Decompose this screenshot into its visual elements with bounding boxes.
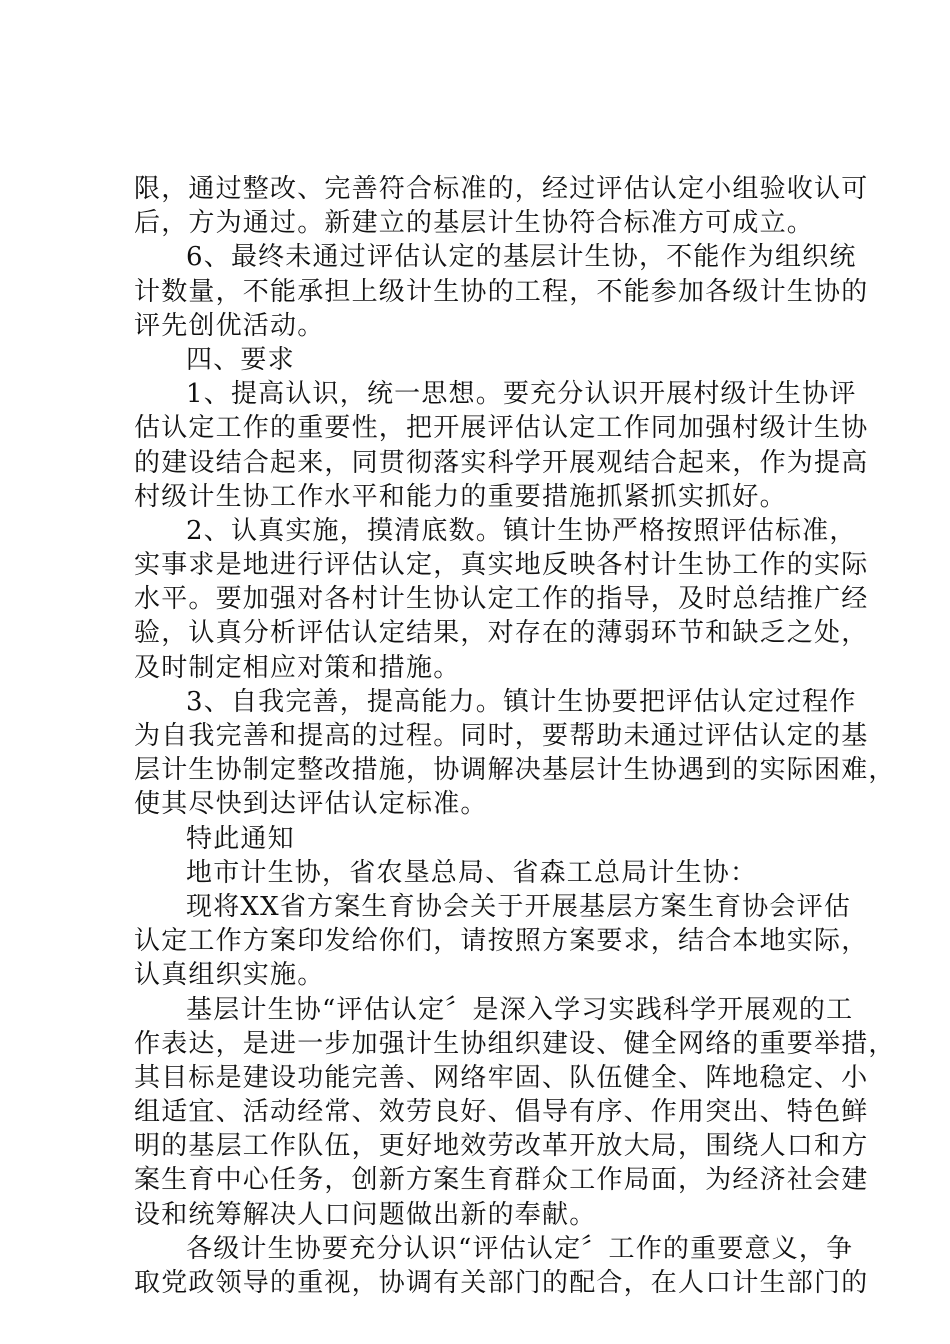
text-line: 基层计生协“评估认定〞是深入学习实践科学开展观的工: [186, 994, 854, 1025]
text-line: 案生育中心任务，创新方案生育群众工作局面，为经济社会建: [134, 1165, 869, 1196]
text-line: 限，通过整改、完善符合标准的，经过评估认定小组验收认可: [134, 174, 869, 204]
text-line: 估认定工作的重要性，把开展评估认定工作同加强村级计生协: [134, 413, 869, 444]
text-line: 认定工作方案印发给你们，请按照方案要求，结合本地实际，: [134, 926, 869, 957]
text-line: 四、要求: [186, 344, 295, 375]
text-line: 验，认真分析评估认定结果，对存在的薄弱环节和缺乏之处，: [134, 618, 869, 649]
text-line: 水平。要加强对各村计生协认定工作的指导，及时总结推广经: [134, 584, 869, 615]
text-line: 及时制定相应对策和措施。: [134, 652, 461, 683]
text-line: 认真组织实施。: [134, 960, 325, 991]
text-line: 为自我完善和提高的过程。同时，要帮助未通过评估认定的基: [134, 721, 869, 751]
text-line: 其目标是建设功能完善、网络牢固、队伍健全、阵地稳定、小: [134, 1062, 869, 1093]
document-body: [134, 172, 896, 1300]
text-line: 层计生协制定整改措施，协调解决基层计生协遇到的实际困难，: [134, 755, 896, 786]
text-line: 组适宜、活动经常、效劳良好、倡导有序、作用突出、特色鲜: [134, 1097, 869, 1128]
text-line: 使其尽快到达评估认定标准。: [134, 789, 488, 820]
text-line: 村级计生协工作水平和能力的重要措施抓紧抓实抓好。: [134, 481, 787, 512]
text-line: 2、认真实施，摸清底数。镇计生协严格按照评估标准，: [186, 515, 857, 546]
text-line: 1、提高认识，统一思想。要充分认识开展村级计生协评: [186, 379, 857, 410]
text-line: 取党政领导的重视，协调有关部门的配合，在人口计生部门的: [134, 1268, 869, 1298]
text-line: 明的基层工作队伍，更好地效劳改革开放大局，围绕人口和方: [134, 1131, 869, 1162]
text-line: 作表达，是进一步加强计生协组织建设、健全网络的重要举措，: [134, 1028, 896, 1059]
text-line: 6、最终未通过评估认定的基层计生协，不能作为组织统: [186, 242, 857, 273]
text-line: 现将XX省方案生育协会关于开展基层方案生育协会评估: [186, 891, 852, 922]
text-line: 评先创优活动。: [134, 310, 325, 341]
text-line: 计数量，不能承担上级计生协的工程，不能参加各级计生协的: [134, 276, 869, 307]
text-line: 后，方为通过。新建立的基层计生协符合标准方可成立。: [134, 208, 815, 239]
text-line: 的建设结合起来，同贯彻落实科学开展观结合起来，作为提高: [134, 447, 869, 478]
text-line: 3、自我完善，提高能力。镇计生协要把评估认定过程作: [186, 686, 857, 717]
text-line: 实事求是地进行评估认定，真实地反映各村计生协工作的实际: [134, 550, 869, 581]
text-line: 各级计生协要充分认识“评估认定〞工作的重要意义，争: [186, 1233, 854, 1264]
text-line: 设和统筹解决人口问题做出新的奉献。: [134, 1199, 597, 1230]
text-line: 特此通知: [186, 823, 295, 854]
text-line: 地市计生协，省农垦总局、省森工总局计生协：: [186, 857, 758, 888]
